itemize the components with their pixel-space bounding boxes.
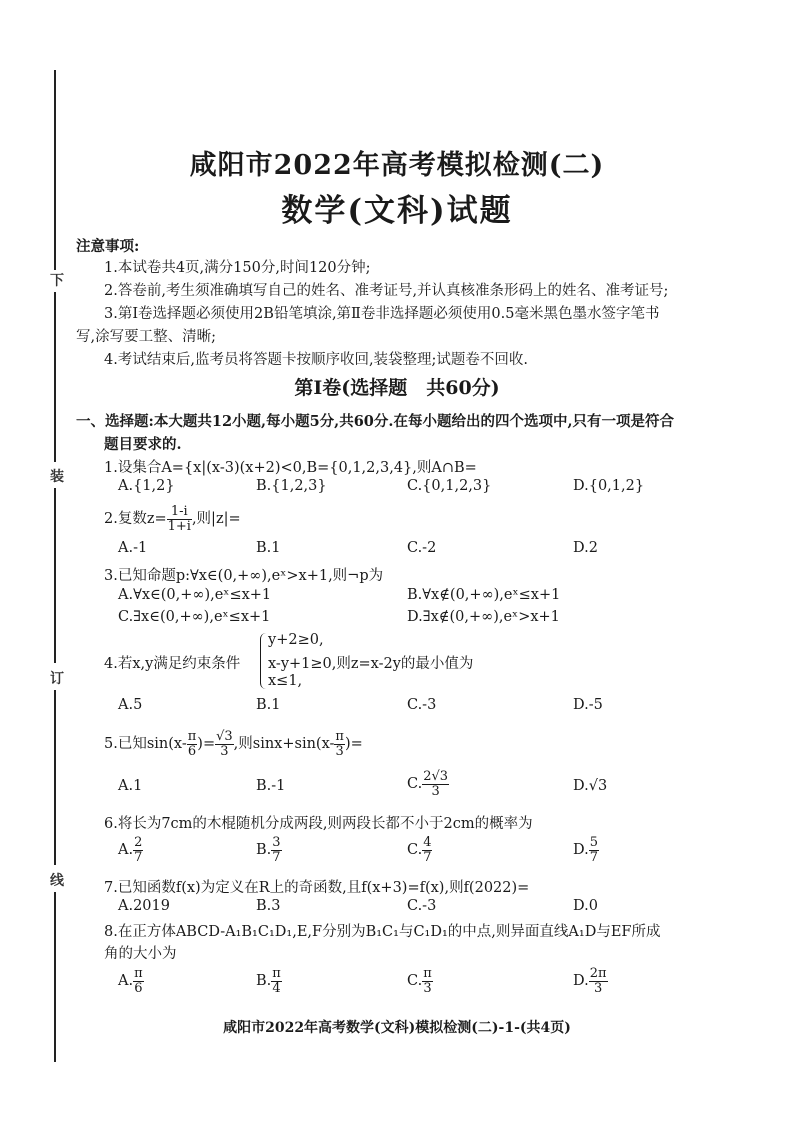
q3-option-b: B.∀x∉(0,+∞),eˣ≤x+1 [407, 587, 561, 603]
q5-option-c-num: 2√3 [423, 769, 449, 784]
note-item: 4.考试结束后,监考员将答题卡按顺序收回,装袋整理;试题卷不回收. [104, 352, 529, 368]
q6-option-a-label: A. [118, 842, 134, 859]
note-item: 2.答卷前,考生须准确填写自己的姓名、准考证号,并认真核准条形码上的姓名、准考证号; [104, 283, 669, 299]
q1-stem: 1.设集合A={x|(x-3)(x+2)<0,B={0,1,2,3,4},则A∩B= [104, 460, 477, 476]
q7-option-d: D.0 [573, 898, 598, 914]
q5-frac-1-num: π [187, 729, 197, 744]
section-title: 第Ⅰ卷(选择题 共60分) [294, 377, 500, 399]
margin-char-xia: 下 [50, 273, 64, 289]
q7-option-b: B.3 [256, 898, 281, 914]
q6-option-c-frac [422, 836, 432, 864]
q8-d-den: 3 [593, 980, 603, 996]
binding-line [54, 488, 56, 663]
q5-option-b: B.-1 [256, 778, 286, 794]
q6-a-den: 7 [134, 849, 143, 865]
q8-a-num: π [134, 966, 143, 981]
q2-option-b: B.1 [256, 540, 281, 556]
q5-pre: 5.已知sin(x- [104, 736, 187, 753]
q5-frac-3 [334, 730, 345, 758]
binding-line [54, 690, 56, 865]
q8-b-num: π [272, 966, 281, 981]
q2-stem-pre: 2.复数z= [104, 511, 167, 528]
q6-option-a-frac [133, 836, 143, 864]
q8-option-b-frac [271, 967, 282, 995]
q6-d-num: 5 [589, 835, 598, 850]
q6-a-num: 2 [134, 835, 143, 850]
q3-option-a: A.∀x∈(0,+∞),eˣ≤x+1 [118, 587, 272, 603]
q6-c-num: 4 [423, 835, 432, 850]
q4-constraint-3: x≤1, [268, 673, 303, 689]
q8-option-d-label: D. [573, 973, 589, 990]
q6-option-a [118, 836, 143, 864]
q5-option-c [407, 770, 449, 798]
q8-option-b [256, 967, 282, 995]
q5-mid2: ,则sinx+sin(x- [233, 736, 335, 753]
q8-option-d-frac [589, 967, 608, 995]
q8-stem: 8.在正方体ABCD-A₁B₁C₁D₁,E,F分别为B₁C₁与C₁D₁的中点,则异面直线A₁D与EF所成 [104, 924, 661, 940]
q7-option-a: A.2019 [118, 898, 170, 914]
q4-constraint-1: y+2≥0, [268, 632, 324, 648]
q2-stem [104, 505, 241, 533]
q7-option-c: C.-3 [407, 898, 437, 914]
q5-frac-1-den: 6 [187, 743, 197, 759]
q6-option-b-label: B. [256, 842, 272, 859]
q8-c-den: 3 [423, 980, 432, 996]
q2-fraction [167, 505, 192, 533]
q6-option-c-label: C. [407, 842, 423, 859]
q3-stem: 3.已知命题p:∀x∈(0,+∞),eˣ>x+1,则¬p为 [104, 568, 384, 584]
q8-option-a-label: A. [118, 973, 134, 990]
q8-option-c [407, 967, 433, 995]
q2-stem-post: ,则|z|= [191, 511, 241, 528]
q8-option-a [118, 967, 144, 995]
q7-stem: 7.已知函数f(x)为定义在R上的奇函数,且f(x+3)=f(x),则f(2022)= [104, 880, 530, 896]
q6-c-den: 7 [423, 849, 432, 865]
q2-option-a: A.-1 [118, 540, 148, 556]
q5-option-a: A.1 [118, 778, 143, 794]
q5-frac-2-den: 3 [220, 743, 229, 759]
q6-option-d-frac [589, 836, 599, 864]
q8-option-b-label: B. [256, 973, 272, 990]
q8-a-den: 6 [134, 980, 143, 996]
q3-option-d: D.∃x∉(0,+∞),eˣ>x+1 [407, 609, 560, 625]
q5-stem [104, 730, 363, 758]
q2-option-d: D.2 [573, 540, 598, 556]
margin-char-ding: 订 [50, 671, 64, 687]
q1-option-b: B.{1,2,3} [256, 478, 327, 494]
q8-option-c-frac [422, 967, 433, 995]
q4-option-c: C.-3 [407, 697, 437, 713]
q8-d-num: 2π [589, 966, 607, 981]
q5-option-c-label: C. [407, 776, 423, 793]
q2-frac-num: 1-i [167, 505, 192, 520]
q6-stem: 6.将长为7cm的木棍随机分成两段,则两段长都不小于2cm的概率为 [104, 816, 533, 832]
q6-option-b [256, 836, 282, 864]
q4-stem: 4.若x,y满足约束条件 [104, 656, 241, 672]
note-item: 1.本试卷共4页,满分150分,时间120分钟; [104, 260, 371, 276]
q8-option-a-frac [133, 967, 144, 995]
q6-option-d-label: D. [573, 842, 589, 859]
q1-option-d: D.{0,1,2} [573, 478, 645, 494]
q5-post: )= [344, 736, 363, 753]
q8-c-num: π [423, 966, 432, 981]
section-intro: 题目要求的. [104, 436, 182, 453]
exam-subject-title: 数学(文科)试题 [281, 193, 513, 229]
q3-option-c: C.∃x∈(0,+∞),eˣ≤x+1 [118, 609, 271, 625]
exam-title: 咸阳市2022年高考模拟检测(二) [189, 150, 605, 181]
q5-option-c-frac [422, 770, 449, 798]
q5-mid: )= [197, 736, 216, 753]
margin-char-zhuang: 装 [50, 469, 64, 485]
page-footer: 咸阳市2022年高考数学(文科)模拟检测(二)-1-(共4页) [223, 1020, 571, 1036]
q6-d-den: 7 [589, 849, 598, 865]
q6-b-num: 3 [272, 835, 281, 850]
q5-frac-2-num: √3 [216, 729, 233, 744]
q2-frac-den: 1+i [167, 518, 191, 534]
q4-option-d: D.-5 [573, 697, 603, 713]
q8-option-c-label: C. [407, 973, 423, 990]
note-item: 写,涂写要工整、清晰; [76, 329, 216, 345]
q6-option-b-frac [271, 836, 281, 864]
q2-option-c: C.-2 [407, 540, 437, 556]
q1-option-a: A.{1,2} [118, 478, 175, 494]
q5-option-c-den: 3 [431, 783, 440, 799]
q5-frac-2 [215, 730, 234, 758]
q5-frac-3-den: 3 [335, 743, 344, 759]
q6-b-den: 7 [272, 849, 281, 865]
q6-option-c [407, 836, 432, 864]
section-intro: 一、选择题:本大题共12小题,每小题5分,共60分.在每小题给出的四个选项中,只有一项是符合 [76, 413, 674, 430]
q4-constraint-2: x-y+1≥0,则z=x-2y的最小值为 [268, 656, 474, 672]
q4-option-b: B.1 [256, 697, 281, 713]
note-item: 3.第Ⅰ卷选择题必须使用2B铅笔填涂,第Ⅱ卷非选择题必须使用0.5毫米黑色墨水签字笔书 [104, 306, 660, 322]
q5-option-d: D.√3 [573, 778, 608, 794]
q8-b-den: 4 [272, 980, 281, 996]
q5-frac-1 [187, 730, 198, 758]
q5-frac-3-num: π [335, 729, 344, 744]
q1-option-c: C.{0,1,2,3} [407, 478, 492, 494]
q6-option-d [573, 836, 599, 864]
margin-char-xian: 线 [50, 873, 64, 889]
q8-option-d [573, 967, 608, 995]
notes-heading: 注意事项: [76, 238, 140, 255]
q4-option-a: A.5 [118, 697, 143, 713]
q8-stem-cont: 角的大小为 [104, 946, 177, 962]
